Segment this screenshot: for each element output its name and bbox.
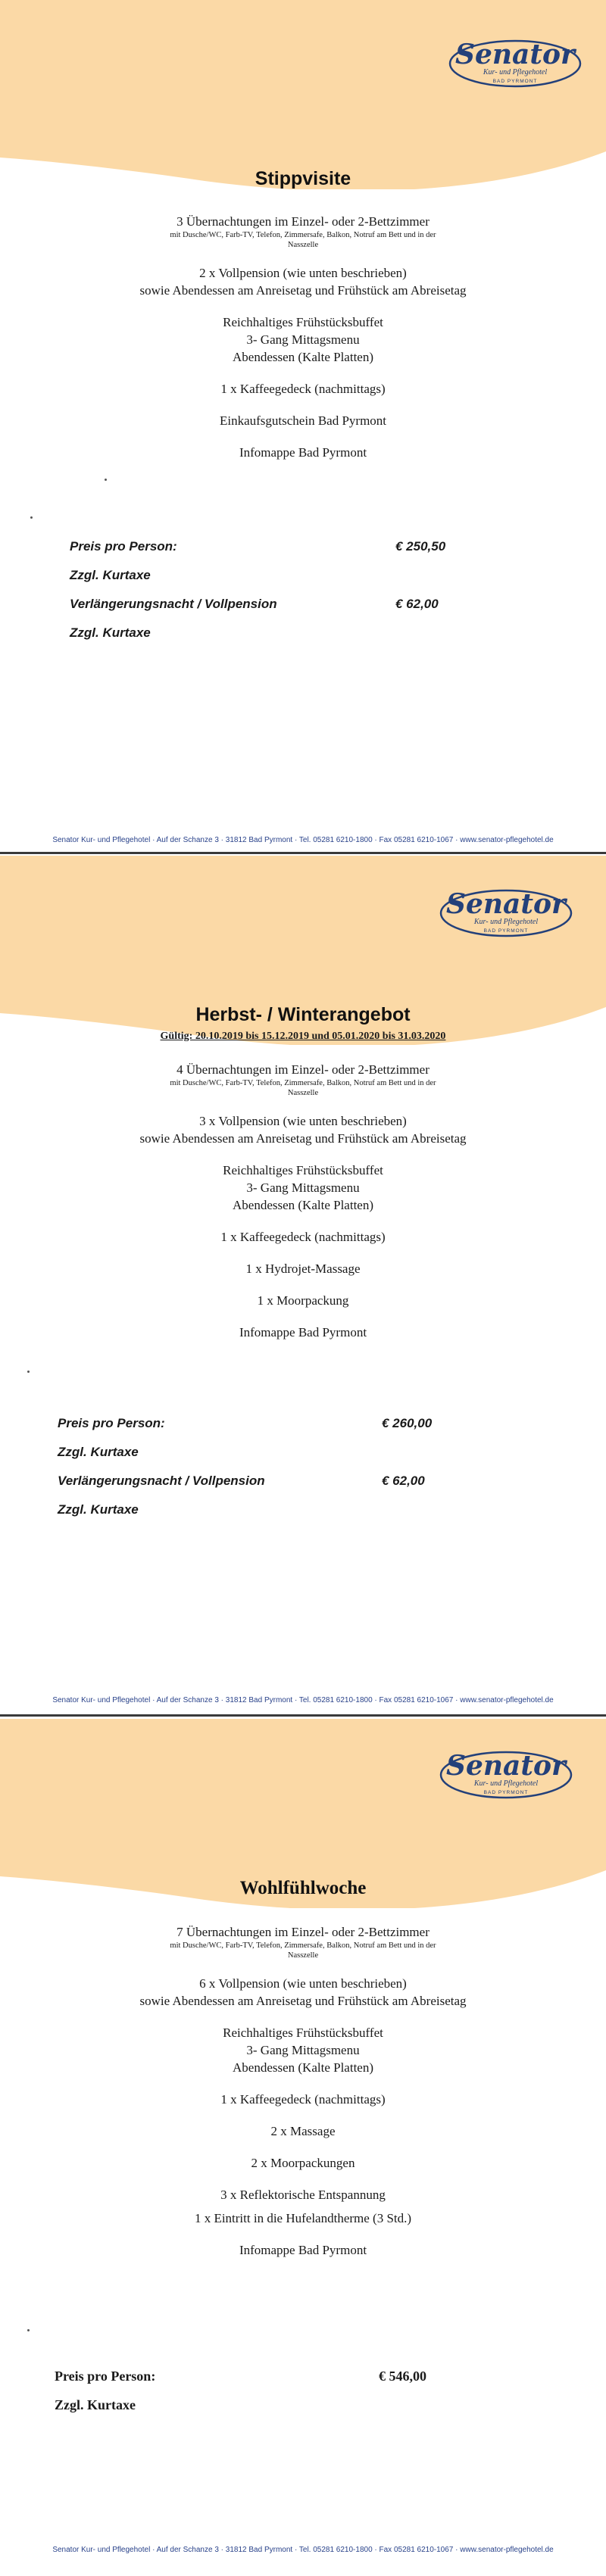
extension-label: Verlängerungsnacht / Vollpension: [70, 597, 277, 611]
price-value: € 260,00: [382, 1416, 433, 1430]
board-extra-line: sowie Abendessen am Anreisetag und Frühstück am Abreisetag: [139, 283, 467, 298]
meal-item: 3- Gang Mittagsmenu: [246, 2043, 360, 2057]
package-title: Wohlfühlwoche: [239, 1878, 367, 1898]
package-item: 1 x Eintritt in die Hufelandtherme (3 Std.): [194, 2211, 412, 2225]
package-item: 1 x Moorpackung: [257, 1293, 349, 1308]
meal-item: Reichhaltiges Frühstücksbuffet: [223, 2026, 383, 2040]
price-block: [70, 539, 464, 654]
price-block: [58, 1416, 451, 1531]
package-item: 3 x Reflektorische Entspannung: [220, 2188, 386, 2202]
scan-speck: [30, 516, 33, 519]
package-details: [0, 168, 606, 461]
meal-item: Abendessen (Kalte Platten): [233, 350, 373, 364]
page-separator: [0, 852, 606, 854]
svg-text:Senator: Senator: [445, 1750, 567, 1782]
senator-logo: [438, 878, 574, 943]
extension-value: € 62,00: [382, 1474, 425, 1488]
meal-item: 3- Gang Mittagsmenu: [246, 332, 360, 347]
price-value: € 250,50: [395, 539, 446, 554]
svg-text:Senator: Senator: [454, 39, 576, 70]
price-label: Preis pro Person:: [55, 2369, 156, 2384]
package-item: Infomappe Bad Pyrmont: [239, 1325, 367, 1339]
nights-line: 4 Übernachtungen im Einzel- oder 2-Bettzimmer: [176, 1062, 430, 1077]
package-item: Infomappe Bad Pyrmont: [239, 445, 367, 460]
offer-page-stippvisite: [0, 0, 606, 856]
offer-page-herbst-winter: [0, 856, 606, 1719]
package-item: 2 x Massage: [270, 2124, 336, 2138]
svg-text:Senator: Senator: [445, 888, 567, 920]
svg-text:Kur- und Pflegehotel: Kur- und Pflegehotel: [473, 1779, 539, 1788]
page-separator: [0, 1714, 606, 1717]
svg-text:BAD PYRMONT: BAD PYRMONT: [483, 928, 529, 934]
senator-logo: [447, 29, 583, 94]
board-line: 3 x Vollpension (wie unten beschrieben): [199, 1114, 407, 1128]
price-block: [55, 2369, 448, 2426]
price-label: Preis pro Person:: [70, 539, 177, 554]
package-title: Herbst- / Winterangebot: [195, 1004, 411, 1025]
meal-item: Reichhaltiges Frühstücksbuffet: [223, 315, 383, 329]
svg-text:BAD PYRMONT: BAD PYRMONT: [483, 1790, 529, 1795]
validity-period: Gültig: 20.10.2019 bis 15.12.2019 und 05.01.2020 bis 31.03.2020: [160, 1031, 446, 1042]
meal-item: 3- Gang Mittagsmenu: [246, 1180, 360, 1195]
meal-item: Reichhaltiges Frühstücksbuffet: [223, 1163, 383, 1177]
package-item: Infomappe Bad Pyrmont: [239, 2243, 367, 2257]
extension-label: Verlängerungsnacht / Vollpension: [58, 1474, 265, 1488]
package-item: 1 x Kaffeegedeck (nachmittags): [220, 382, 386, 396]
page-footer: Senator Kur- und Pflegehotel · Auf der Schanze 3 · 31812 Bad Pyrmont · Tel. 05281 6210-1800 · Fax 05281 6210-1067 · www.senator-pflegehotel.de: [52, 836, 554, 844]
nights-line: 3 Übernachtungen im Einzel- oder 2-Bettzimmer: [176, 214, 430, 229]
kurtaxe-note: Zzgl. Kurtaxe: [58, 1445, 139, 1459]
board-line: 2 x Vollpension (wie unten beschrieben): [199, 266, 407, 280]
svg-text:Kur- und Pflegehotel: Kur- und Pflegehotel: [473, 918, 539, 926]
price-value: € 546,00: [379, 2369, 426, 2384]
board-extra-line: sowie Abendessen am Anreisetag und Frühstück am Abreisetag: [139, 1994, 467, 2008]
nights-line: 7 Übernachtungen im Einzel- oder 2-Bettzimmer: [176, 1925, 430, 1939]
package-item: 2 x Moorpackungen: [251, 2156, 355, 2170]
package-item: Einkaufsgutschein Bad Pyrmont: [219, 413, 387, 428]
package-details: [0, 1004, 606, 1341]
page-footer: Senator Kur- und Pflegehotel · Auf der Schanze 3 · 31812 Bad Pyrmont · Tel. 05281 6210-1800 · Fax 05281 6210-1067 · www.senator-pflegehotel.de: [52, 2546, 554, 2554]
svg-text:Kur- und Pflegehotel: Kur- und Pflegehotel: [483, 68, 548, 76]
package-details: [0, 1878, 606, 2259]
room-features: mit Dusche/WC, Farb-TV, Telefon, Zimmersafe, Balkon, Notruf am Bett und in der Nasszelle: [170, 1079, 436, 1097]
board-line: 6 x Vollpension (wie unten beschrieben): [199, 1976, 407, 1991]
kurtaxe-note: Zzgl. Kurtaxe: [70, 625, 151, 640]
package-item: 1 x Kaffeegedeck (nachmittags): [220, 1230, 386, 1244]
page-footer: Senator Kur- und Pflegehotel · Auf der Schanze 3 · 31812 Bad Pyrmont · Tel. 05281 6210-1800 · Fax 05281 6210-1067 · www.senator-pflegehotel.de: [52, 1696, 554, 1704]
board-extra-line: sowie Abendessen am Anreisetag und Frühstück am Abreisetag: [139, 1131, 467, 1146]
extension-value: € 62,00: [395, 597, 439, 611]
kurtaxe-note: Zzgl. Kurtaxe: [55, 2397, 136, 2412]
svg-text:BAD PYRMONT: BAD PYRMONT: [492, 79, 538, 84]
meal-item: Abendessen (Kalte Platten): [233, 1198, 373, 1212]
scan-speck: [27, 2329, 30, 2331]
meal-item: Abendessen (Kalte Platten): [233, 2060, 373, 2075]
room-features: mit Dusche/WC, Farb-TV, Telefon, Zimmersafe, Balkon, Notruf am Bett und in der Nasszelle: [170, 231, 436, 249]
scan-speck: [27, 1371, 30, 1373]
package-item: 1 x Kaffeegedeck (nachmittags): [220, 2092, 386, 2107]
price-label: Preis pro Person:: [58, 1416, 165, 1430]
scan-speck: [105, 479, 107, 481]
package-item: 1 x Hydrojet-Massage: [245, 1261, 361, 1276]
kurtaxe-note: Zzgl. Kurtaxe: [58, 1502, 139, 1517]
senator-logo: [438, 1740, 574, 1805]
package-title: Stippvisite: [255, 168, 351, 189]
room-features: mit Dusche/WC, Farb-TV, Telefon, Zimmersafe, Balkon, Notruf am Bett und in der Nasszelle: [170, 1941, 436, 1960]
kurtaxe-note: Zzgl. Kurtaxe: [70, 568, 151, 582]
offer-page-wohlfuehlwoche: [0, 1719, 606, 2576]
